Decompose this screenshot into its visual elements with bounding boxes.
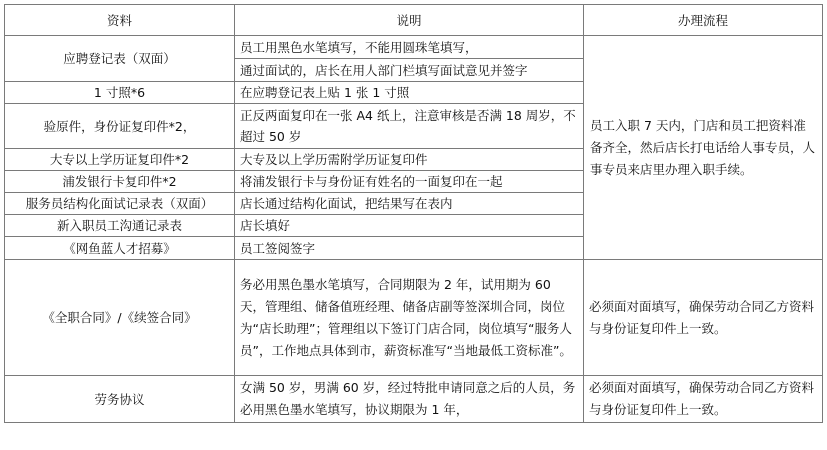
- material-cell: 1 寸照*6: [5, 82, 235, 104]
- notes-cell: 在应聘登记表上贴 1 张 1 寸照: [235, 82, 584, 104]
- header-material: 资料: [5, 5, 235, 36]
- notes-cell: 将浦发银行卡与身份证有姓名的一面复印在一起: [235, 171, 584, 193]
- notes-cell: 员工用黑色水笔填写，不能用圆珠笔填写，: [235, 36, 584, 59]
- material-cell: 大专以上学历证复印件*2: [5, 149, 235, 171]
- notes-cell: 店长填好: [235, 215, 584, 237]
- table-row: [5, 376, 823, 423]
- material-cell: 《网鱼蓝人才招募》: [5, 237, 235, 260]
- process-contract-cell: 必须面对面填写，确保劳动合同乙方资料与身份证复印件上一致。: [584, 260, 823, 376]
- notes-cell: 店长通过结构化面试，把结果写在表内: [235, 193, 584, 215]
- process-labor-cell: 必须面对面填写，确保劳动合同乙方资料与身份证复印件上一致。: [584, 376, 823, 423]
- notes-cell: 务必用黑色墨水笔填写，合同期限为 2 年，试用期为 60 天，管理组、储备值班经理、储备店副等签深圳合同，岗位为“店长助理”；管理组以下签订门店合同，岗位填写“服务人员”，工作地点具体到市，薪资标准写“当地最低工资标准”。: [235, 260, 584, 376]
- material-cell: 新入职员工沟通记录表: [5, 215, 235, 237]
- table-row: [5, 36, 823, 59]
- process-onboarding-cell: 员工入职 7 天内，门店和员工把资料准备齐全，然后店长打电话给人事专员，人事专员来店里办理入职手续。: [584, 36, 823, 260]
- notes-cell: 女满 50 岁，男满 60 岁，经过特批申请同意之后的人员，务必用黑色墨水笔填写，协议期限为 1 年，: [235, 376, 584, 423]
- table-header-row: [5, 5, 823, 36]
- notes-cell: 通过面试的，店长在用人部门栏填写面试意见并签字: [235, 59, 584, 82]
- onboarding-documents-table: [4, 4, 823, 423]
- material-cell: 《全职合同》/《续签合同》: [5, 260, 235, 376]
- material-cell: 服务员结构化面试记录表（双面）: [5, 193, 235, 215]
- notes-cell: 大专及以上学历需附学历证复印件: [235, 149, 584, 171]
- material-cell: 浦发银行卡复印件*2: [5, 171, 235, 193]
- header-process: 办理流程: [584, 5, 823, 36]
- notes-cell: 员工签阅签字: [235, 237, 584, 260]
- material-cell: 验原件，身份证复印件*2，: [5, 104, 235, 149]
- material-cell: 应聘登记表（双面）: [5, 36, 235, 82]
- table-row: [5, 260, 823, 376]
- notes-cell: 正反两面复印在一张 A4 纸上，注意审核是否满 18 周岁，不超过 50 岁: [235, 104, 584, 149]
- material-cell: 劳务协议: [5, 376, 235, 423]
- header-notes: 说明: [235, 5, 584, 36]
